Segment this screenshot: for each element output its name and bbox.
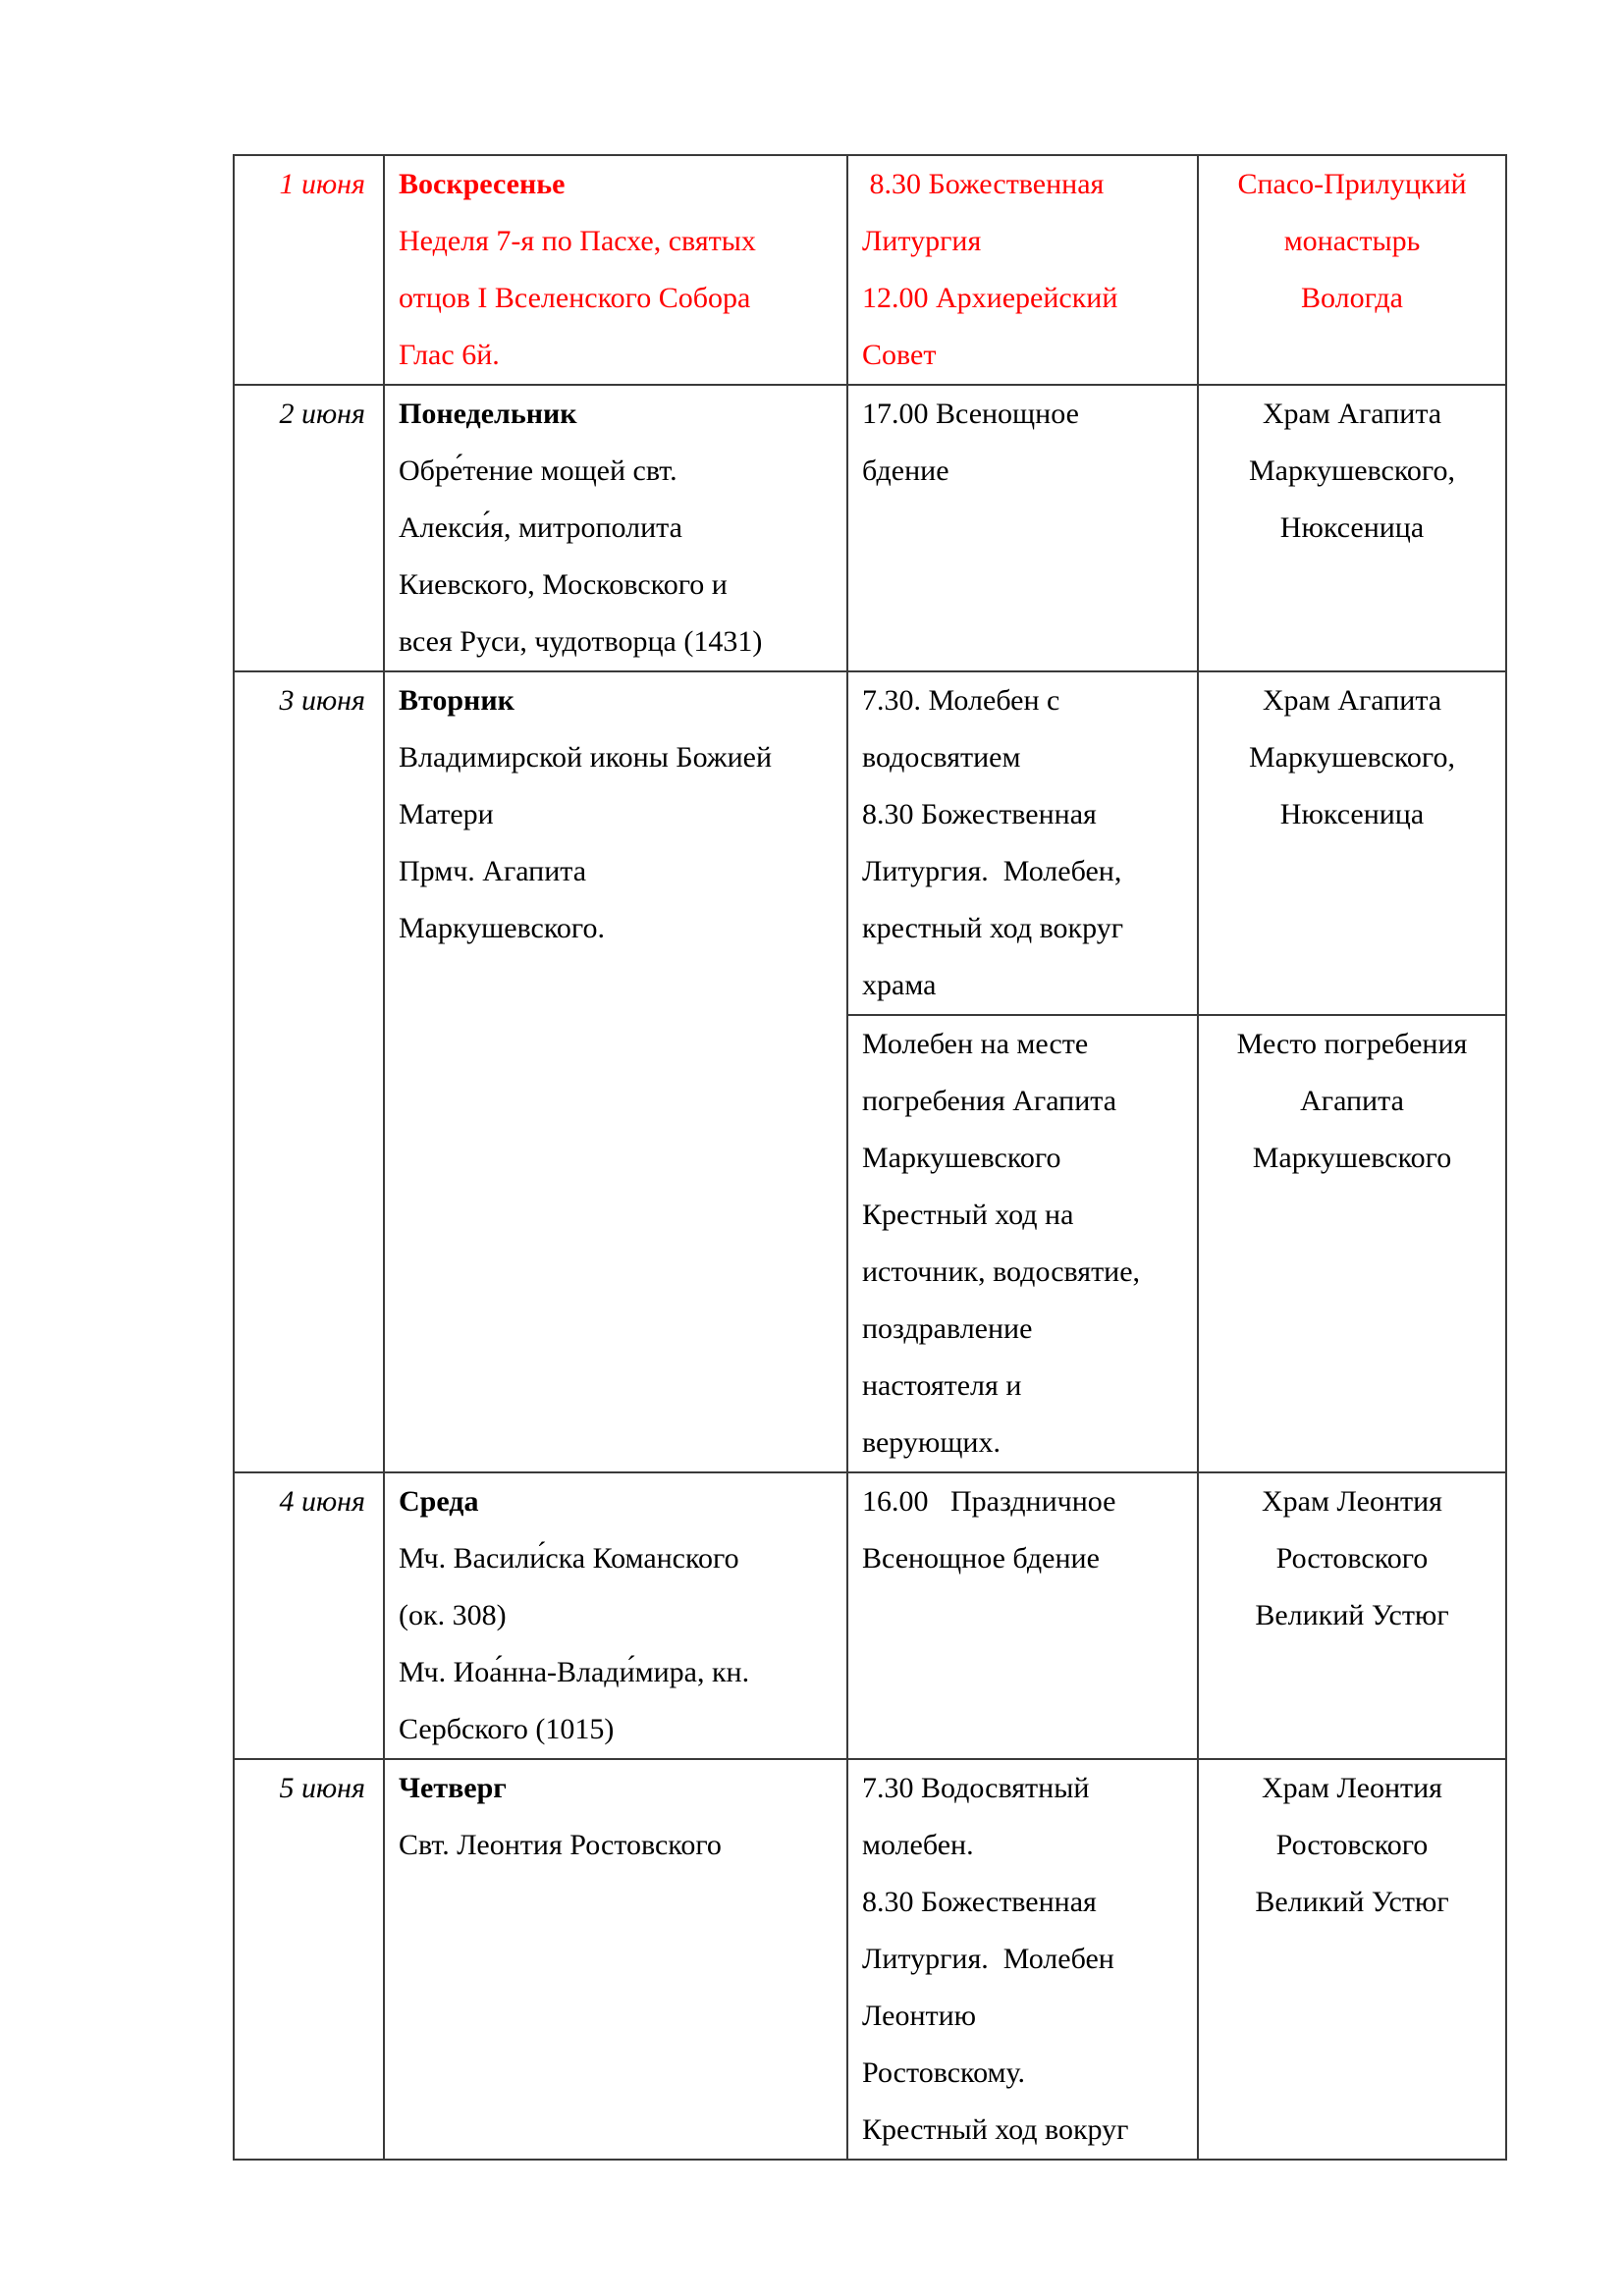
feast-text-line: (ок. 308) xyxy=(399,1599,507,1631)
service-text-line: бдение xyxy=(862,454,949,487)
location-cell xyxy=(1198,1472,1506,1759)
location-text-line: Маркушевского, xyxy=(1249,454,1455,487)
feast-text-line: Владимирской иконы Божией xyxy=(399,741,773,774)
service-text-line: поздравление xyxy=(862,1312,1033,1345)
weekday-label: Понедельник xyxy=(399,398,577,430)
service-text-line: 12.00 Архиерейский xyxy=(862,282,1118,314)
location-cell xyxy=(1198,1759,1506,2160)
service-text-line: крестный ход вокруг xyxy=(862,912,1124,944)
feast-text-line: Свт. Леонтия Ростовского xyxy=(399,1829,722,1861)
feast-cell xyxy=(384,155,847,385)
location-text-line: Храм Леонтия xyxy=(1262,1772,1442,1804)
feast-text-line: Сербского (1015) xyxy=(399,1713,615,1745)
date-label: 3 июня xyxy=(279,684,365,717)
feast-text-line: Прмч. Агапита xyxy=(399,855,587,887)
feast-text-line: Мч. Иоа́нна-Влади́мира, кн. xyxy=(399,1656,750,1688)
location-cell xyxy=(1198,385,1506,671)
location-text-line: монастырь xyxy=(1283,225,1421,257)
feast-text-line: Неделя 7-я по Пасхе, святых xyxy=(399,225,756,257)
location-text-line: Храм Агапита xyxy=(1262,684,1442,717)
service-text-line: Литургия. Молебен, xyxy=(862,855,1122,887)
weekday-label: Среда xyxy=(399,1485,479,1518)
schedule-table xyxy=(233,154,1507,2161)
date-cell xyxy=(234,1759,384,2160)
service-text-line: 7.30. Молебен с xyxy=(862,684,1060,717)
location-cell xyxy=(1198,155,1506,385)
service-cell xyxy=(847,385,1198,671)
service-text-line: водосвятием xyxy=(862,741,1021,774)
service-text-line: Ростовскому. xyxy=(862,2056,1025,2089)
location-text-line: Агапита xyxy=(1300,1085,1404,1117)
service-text-line: Всенощное бдение xyxy=(862,1542,1100,1575)
service-text-line: 17.00 Всенощное xyxy=(862,398,1079,430)
service-text-line: 8.30 Божественная xyxy=(862,798,1097,830)
feast-text-line: Маркушевского. xyxy=(399,912,605,944)
date-cell xyxy=(234,671,384,1472)
location-text-line: Спасо-Прилуцкий xyxy=(1237,168,1467,200)
date-label: 2 июня xyxy=(279,398,365,430)
feast-text-line: Алекси́я, митрополита xyxy=(399,511,682,544)
date-label: 4 июня xyxy=(279,1485,365,1518)
weekday-label: Воскресенье xyxy=(399,168,566,200)
service-cell xyxy=(847,155,1198,385)
weekday-label: Четверг xyxy=(399,1772,507,1804)
feast-text-line: Глас 6й. xyxy=(399,339,500,371)
feast-text-line: отцов I Вселенского Собора xyxy=(399,282,751,314)
location-cell xyxy=(1198,1015,1506,1472)
service-cell xyxy=(847,1015,1198,1472)
schedule-row xyxy=(234,671,1506,1015)
date-cell xyxy=(234,1472,384,1759)
schedule-row xyxy=(234,1472,1506,1759)
location-text-line: Ростовского xyxy=(1275,1542,1429,1575)
date-label: 1 июня xyxy=(279,168,365,200)
date-cell xyxy=(234,385,384,671)
service-text-line: Литургия. Молебен xyxy=(862,1943,1114,1975)
feast-cell xyxy=(384,671,847,1472)
service-text-line: верующих. xyxy=(862,1426,1001,1459)
service-text-line: настоятеля и xyxy=(862,1369,1022,1402)
service-text-line: молебен. xyxy=(862,1829,974,1861)
feast-cell xyxy=(384,385,847,671)
service-text-line: храма xyxy=(862,969,937,1001)
location-text-line: Маркушевского xyxy=(1252,1142,1452,1174)
service-cell xyxy=(847,1759,1198,2160)
date-cell xyxy=(234,155,384,385)
service-text-line: 16.00 Праздничное xyxy=(862,1485,1116,1518)
feast-text-line: всея Руси, чудотворца (1431) xyxy=(399,625,763,658)
service-cell xyxy=(847,1472,1198,1759)
location-text-line: Храм Агапита xyxy=(1262,398,1442,430)
location-text-line: Нюксеница xyxy=(1279,798,1425,830)
service-text-line: погребения Агапита xyxy=(862,1085,1117,1117)
feast-text-line: Мч. Васили́ска Команского xyxy=(399,1542,739,1575)
feast-text-line: Киевского, Московского и xyxy=(399,568,728,601)
schedule-row xyxy=(234,385,1506,671)
service-text-line: Маркушевского xyxy=(862,1142,1061,1174)
weekday-label: Вторник xyxy=(399,684,514,717)
feast-text-line: Обре́тение мощей свт. xyxy=(399,454,677,487)
location-text-line: Маркушевского, xyxy=(1249,741,1455,774)
location-text-line: Вологда xyxy=(1301,282,1403,314)
feast-cell xyxy=(384,1472,847,1759)
service-text-line: Молебен на месте xyxy=(862,1028,1089,1060)
location-text-line: Великий Устюг xyxy=(1255,1886,1449,1918)
service-text-line: 8.30 Божественная xyxy=(862,168,1105,200)
service-text-line: Крестный ход на xyxy=(862,1199,1074,1231)
service-text-line: источник, водосвятие, xyxy=(862,1255,1141,1288)
service-text-line: 7.30 Водосвятный xyxy=(862,1772,1090,1804)
schedule-row xyxy=(234,1759,1506,2160)
location-cell xyxy=(1198,671,1506,1015)
date-label: 5 июня xyxy=(279,1772,365,1804)
location-text-line: Нюксеница xyxy=(1279,511,1425,544)
service-text-line: Литургия xyxy=(862,225,982,257)
service-text-line: 8.30 Божественная xyxy=(862,1886,1097,1918)
schedule-row xyxy=(234,155,1506,385)
location-text-line: Храм Леонтия xyxy=(1262,1485,1442,1518)
service-text-line: Крестный ход вокруг xyxy=(862,2113,1129,2146)
schedule-body xyxy=(234,155,1506,2160)
service-text-line: Совет xyxy=(862,339,937,371)
location-text-line: Ростовского xyxy=(1275,1829,1429,1861)
service-cell xyxy=(847,671,1198,1015)
location-text-line: Место погребения xyxy=(1236,1028,1468,1060)
feast-text-line: Матери xyxy=(399,798,494,830)
location-text-line: Великий Устюг xyxy=(1255,1599,1449,1631)
feast-cell xyxy=(384,1759,847,2160)
service-text-line: Леонтию xyxy=(862,2000,977,2032)
